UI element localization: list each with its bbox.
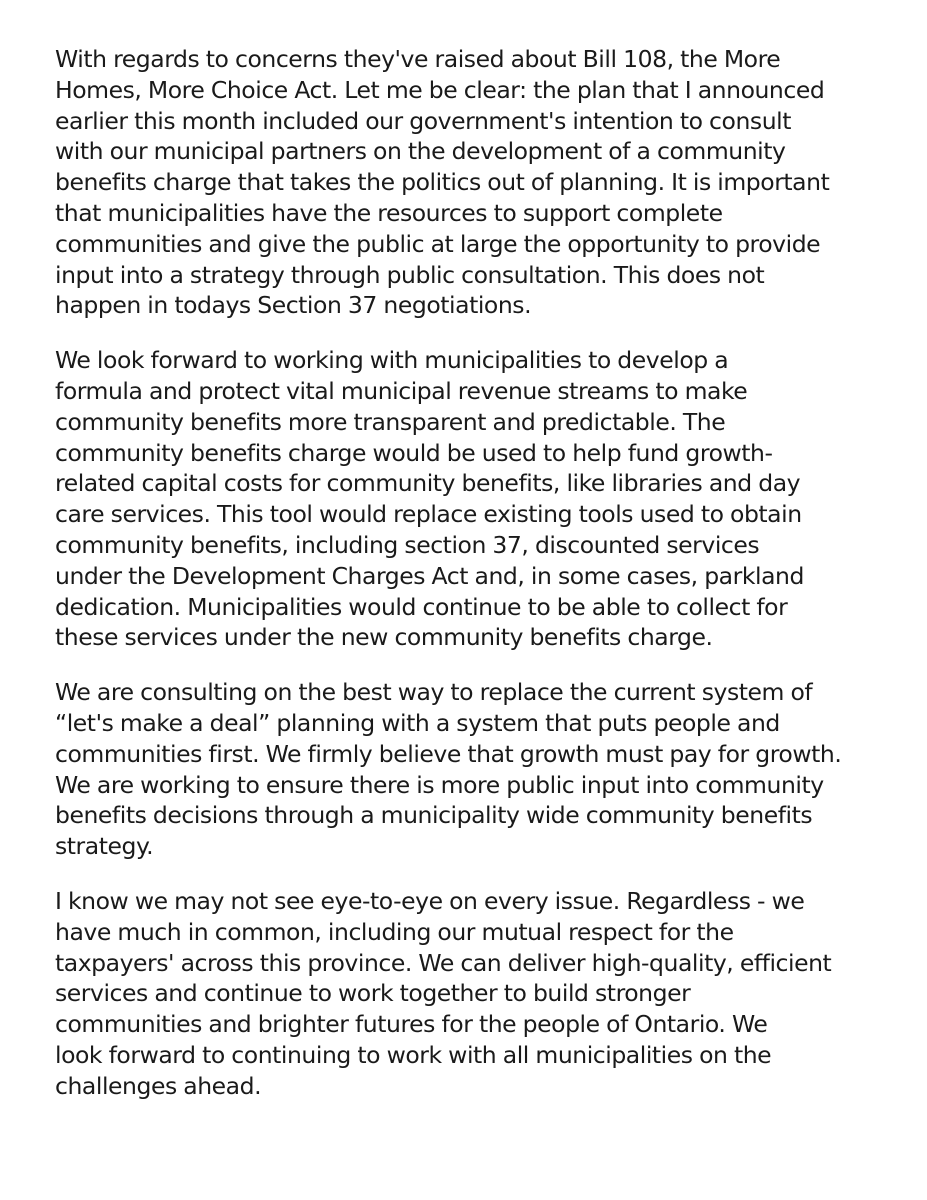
text-line: community benefits charge would be used to help fund growth-	[55, 438, 773, 467]
text-line: communities and brighter futures for the people of Ontario. We	[55, 1010, 768, 1039]
text-line: have much in common, including our mutual respect for the	[55, 917, 734, 946]
text-line: with our municipal partners on the development of a community	[55, 137, 786, 166]
text-line: under the Development Charges Act and, in some cases, parkland	[55, 561, 804, 590]
text-line: care services. This tool would replace existing tools used to obtain	[55, 500, 802, 529]
paragraph-community-benefits	[55, 345, 890, 653]
text-line: With regards to concerns they've raised about Bill 108, the More	[55, 45, 781, 73]
text-line: formula and protect vital municipal revenue streams to make	[55, 376, 748, 405]
text-line: taxpayers' across this province. We can deliver high-quality, efficient	[55, 948, 832, 977]
text-line: community benefits, including section 37, discounted services	[55, 530, 760, 559]
text-line: challenges ahead.	[55, 1071, 262, 1100]
letter-body	[55, 44, 890, 1126]
text-line: communities and give the public at large the opportunity to provide	[55, 229, 821, 258]
text-line: Homes, More Choice Act. Let me be clear: the plan that I announced	[55, 75, 825, 104]
paragraph-bill-108	[55, 44, 890, 321]
text-line: benefits decisions through a municipality wide community benefits	[55, 801, 813, 830]
text-line: benefits charge that takes the politics out of planning. It is important	[55, 168, 830, 197]
text-line: strategy.	[55, 832, 154, 861]
text-line: related capital costs for community benefits, like libraries and day	[55, 469, 801, 498]
text-line: earlier this month included our government's intention to consult	[55, 106, 791, 135]
paragraph-closing	[55, 886, 890, 1102]
text-line: communities first. We firmly believe that growth must pay for growth.	[55, 739, 842, 768]
text-line: happen in todays Section 37 negotiations.	[55, 291, 532, 320]
text-line: We are consulting on the best way to replace the current system of	[55, 678, 813, 707]
text-line: services and continue to work together to build stronger	[55, 979, 691, 1008]
text-line: “let's make a deal” planning with a system that puts people and	[55, 708, 780, 737]
text-line: input into a strategy through public consultation. This does not	[55, 260, 765, 289]
text-line: We look forward to working with municipalities to develop a	[55, 346, 729, 375]
text-line: that municipalities have the resources to support complete	[55, 198, 723, 227]
text-line: I know we may not see eye-to-eye on every issue. Regardless - we	[55, 886, 805, 915]
text-line: We are working to ensure there is more public input into community	[55, 770, 824, 799]
paragraph-consultation	[55, 677, 890, 862]
text-line: these services under the new community benefits charge.	[55, 623, 713, 652]
text-line: look forward to continuing to work with all municipalities on the	[55, 1040, 772, 1069]
text-line: dedication. Municipalities would continue to be able to collect for	[55, 592, 788, 621]
text-line: community benefits more transparent and predictable. The	[55, 407, 726, 436]
